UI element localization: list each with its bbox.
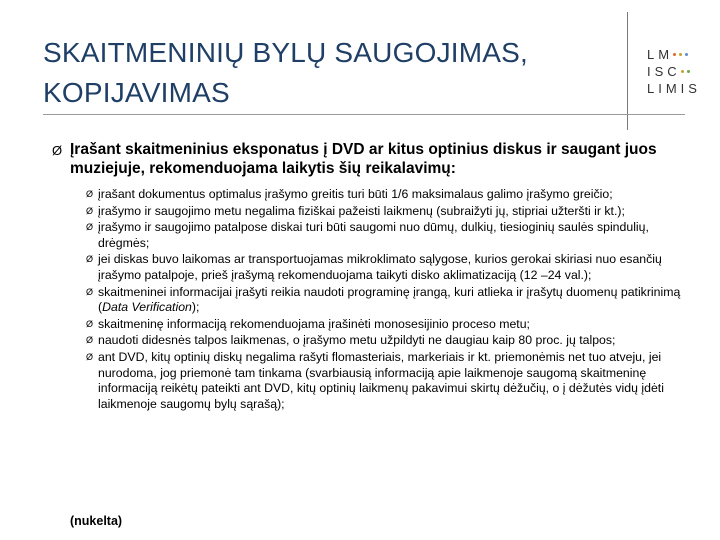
- list-item: [86, 187, 686, 203]
- list-item-text: ant DVD, kitų optinių diskų negalima rašyti flomasteriais, markeriais ir kt. priemonėmis net tuo atveju, jei nurodoma, jog priemonė tam tinkama (svarbiausią informaciją apie laikmenoje saugomą skaitmeninę informaciją reikėtų pateikti ant DVD, kitų optinių laikmenų pakavimui skirtų dėžučių, o į dėžutės vidų įdėti laikmenoje saugomų bylų sąrašą);: [98, 349, 664, 411]
- title-line-1: SKAITMENINIŲ BYLŲ SAUGOJIMAS,: [43, 37, 528, 68]
- lm-isc-limis-logo: [647, 46, 713, 97]
- continued-label: (nukelta): [70, 514, 123, 528]
- list-item: [86, 252, 686, 283]
- requirements-list: [86, 187, 686, 413]
- logo-dot: [681, 70, 684, 73]
- bullet-arrow-icon: Ø: [86, 351, 94, 362]
- list-item: [86, 204, 686, 220]
- list-item: [86, 333, 686, 349]
- list-item: [86, 317, 686, 333]
- logo-text-row-1: LM: [647, 47, 674, 62]
- bullet-arrow-icon: Ø: [86, 318, 94, 329]
- main-bullet-icon: Ø: [52, 143, 63, 158]
- list-item-text: skaitmeninei informacijai įrašyti reikia naudoti programinę įrangą, kuri atlieka ir įrašytų duomenų patikrinimą (: [98, 284, 681, 315]
- logo-dot: [685, 53, 688, 56]
- logo-dot: [687, 70, 690, 73]
- list-item-text: įrašymo ir saugojimo metu negalima fiziškai pažeisti laikmenų (subraižyti jų, stipriai užteršti ir kt.);: [98, 203, 625, 218]
- list-item-text: įrašant dokumentus optimalus įrašymo greitis turi būti 1/6 maksimalaus galimo įrašymo greičio;: [98, 187, 613, 201]
- logo-row-1: [647, 46, 713, 63]
- logo-dot: [673, 53, 676, 56]
- list-item: [86, 350, 686, 412]
- list-item-text: įrašymo ir saugojimo patalpose diskai turi būti saugomi nuo dūmų, dulkių, tiesioginių saulės spindulių, drėgmės;: [98, 220, 649, 250]
- slide-title: [43, 33, 623, 113]
- list-item: [86, 220, 686, 251]
- bullet-arrow-icon: Ø: [86, 286, 94, 297]
- list-item-italic-text: Data Verification: [102, 300, 192, 315]
- logo-text-row-2: ISC: [647, 64, 681, 79]
- list-item-text: jei diskas buvo laikomas ar transportuojamas mikroklimato sąlygose, kurios gerokai skiriasi nuo esančių įrašymo patalpoje, prieš įrašymą rekomenduojama taikyti disko aklimatizaciją (12 –24 val.);: [98, 252, 662, 282]
- logo-text-row-3: LIMIS: [647, 81, 701, 96]
- list-item: [86, 285, 686, 316]
- logo-row-2: [647, 63, 713, 80]
- header-vertical-divider: [627, 12, 628, 130]
- header-horizontal-divider: [43, 114, 685, 115]
- list-item-text: skaitmeninę informaciją rekomenduojama įrašinėti monosesijinio proceso metu;: [98, 316, 530, 331]
- logo-dot: [679, 53, 682, 56]
- list-item-text-end: );: [191, 300, 200, 315]
- bullet-arrow-icon: Ø: [86, 222, 94, 233]
- main-statement: Įrašant skaitmeninius eksponatus į DVD ar kitus optinius diskus ir saugant juos muziejuje, rekomenduojama laikytis šių reikalavimų:: [70, 141, 657, 177]
- bullet-arrow-icon: Ø: [86, 189, 94, 199]
- bullet-arrow-icon: Ø: [86, 254, 94, 265]
- title-line-2: KOPIJAVIMAS: [43, 77, 230, 108]
- bullet-arrow-icon: Ø: [86, 205, 94, 216]
- list-item-text: naudoti didesnės talpos laikmenas, o įrašymo metu užpildyti ne daugiau kaip 80 proc. jų talpos;: [98, 333, 616, 348]
- bullet-arrow-icon: Ø: [86, 335, 94, 346]
- logo-row-3: [647, 80, 713, 97]
